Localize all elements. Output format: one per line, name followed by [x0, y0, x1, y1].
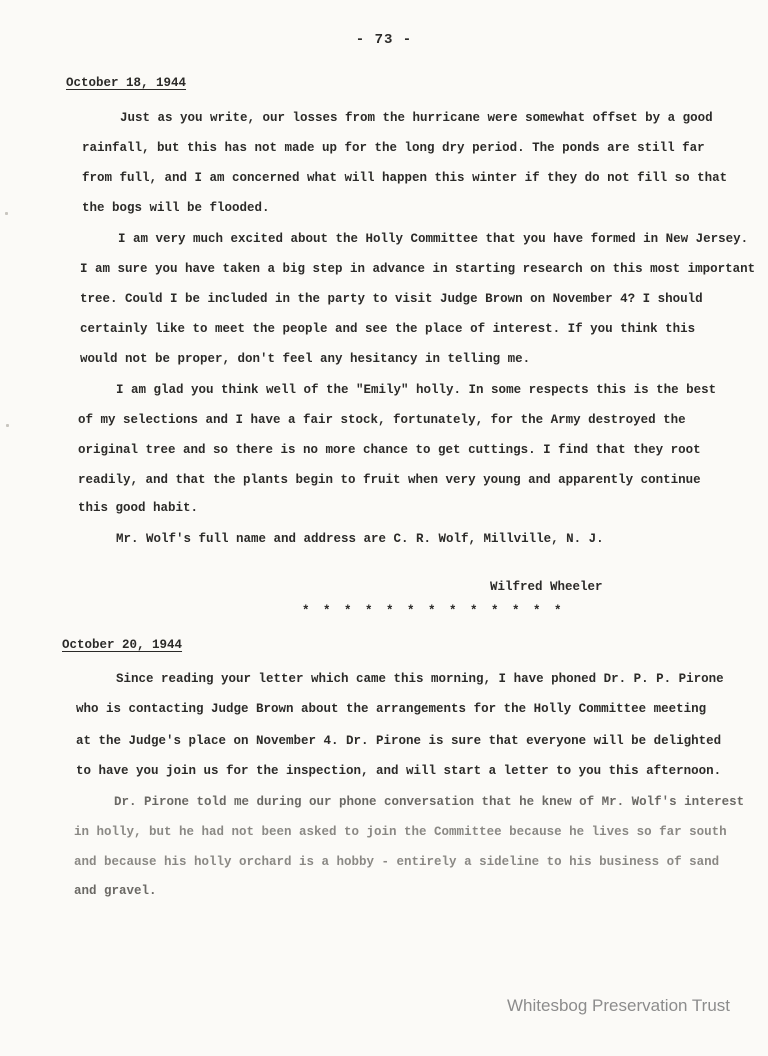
- text-line: from full, and I am concerned what will happen this winter if they do not fill so that: [82, 171, 728, 185]
- text-line: of my selections and I have a fair stock, fortunately, for the Army destroyed the: [78, 413, 686, 427]
- text-line: the bogs will be flooded.: [82, 201, 270, 215]
- page-number: - 73 -: [355, 32, 413, 48]
- text-line: to have you join us for the inspection, and will start a letter to you this afternoon.: [76, 764, 722, 778]
- text-line: I am sure you have taken a big step in advance in starting research on this most important: [80, 262, 756, 276]
- text-line: Mr. Wolf's full name and address are C. R. Wolf, Millville, N. J.: [116, 532, 604, 546]
- text-line: in holly, but he had not been asked to join the Committee because he lives so far south: [74, 825, 727, 839]
- text-line: readily, and that the plants begin to fruit when very young and apparently continue: [78, 473, 701, 487]
- text-line: original tree and so there is no more chance to get cuttings. I find that they root: [78, 443, 701, 457]
- text-line: and gravel.: [74, 884, 157, 898]
- signature: Wilfred Wheeler: [490, 580, 603, 594]
- text-line: certainly like to meet the people and see the place of interest. If you think this: [80, 322, 696, 336]
- text-line: Dr. Pirone told me during our phone conversation that he knew of Mr. Wolf's interest: [114, 795, 745, 809]
- text-line: and because his holly orchard is a hobby - entirely a sideline to his business of sand: [74, 855, 720, 869]
- text-line: I am very much excited about the Holly Committee that you have formed in New Jersey.: [118, 232, 749, 246]
- text-line: at the Judge's place on November 4. Dr. Pirone is sure that everyone will be delighted: [76, 734, 722, 748]
- text-line: would not be proper, don't feel any hesitancy in telling me.: [80, 352, 531, 366]
- text-line: tree. Could I be included in the party to visit Judge Brown on November 4? I should: [80, 292, 703, 306]
- entry-date-heading: October 20, 1944: [62, 638, 183, 652]
- edge-speck: [5, 212, 8, 215]
- edge-speck: [6, 424, 9, 427]
- text-line: this good habit.: [78, 501, 199, 515]
- watermark: Whitesbog Preservation Trust: [507, 996, 730, 1015]
- entry-date-heading: October 18, 1944: [66, 76, 187, 90]
- text-line: Since reading your letter which came this morning, I have phoned Dr. P. P. Pirone: [116, 672, 724, 686]
- text-line: who is contacting Judge Brown about the arrangements for the Holly Committee meeting: [76, 702, 707, 716]
- text-line: Just as you write, our losses from the hurricane were somewhat offset by a good: [120, 111, 713, 125]
- text-line: I am glad you think well of the "Emily" holly. In some respects this is the best: [116, 383, 717, 397]
- section-separator: * * * * * * * * * * * * *: [302, 604, 565, 618]
- text-line: rainfall, but this has not made up for the long dry period. The ponds are still far: [82, 141, 705, 155]
